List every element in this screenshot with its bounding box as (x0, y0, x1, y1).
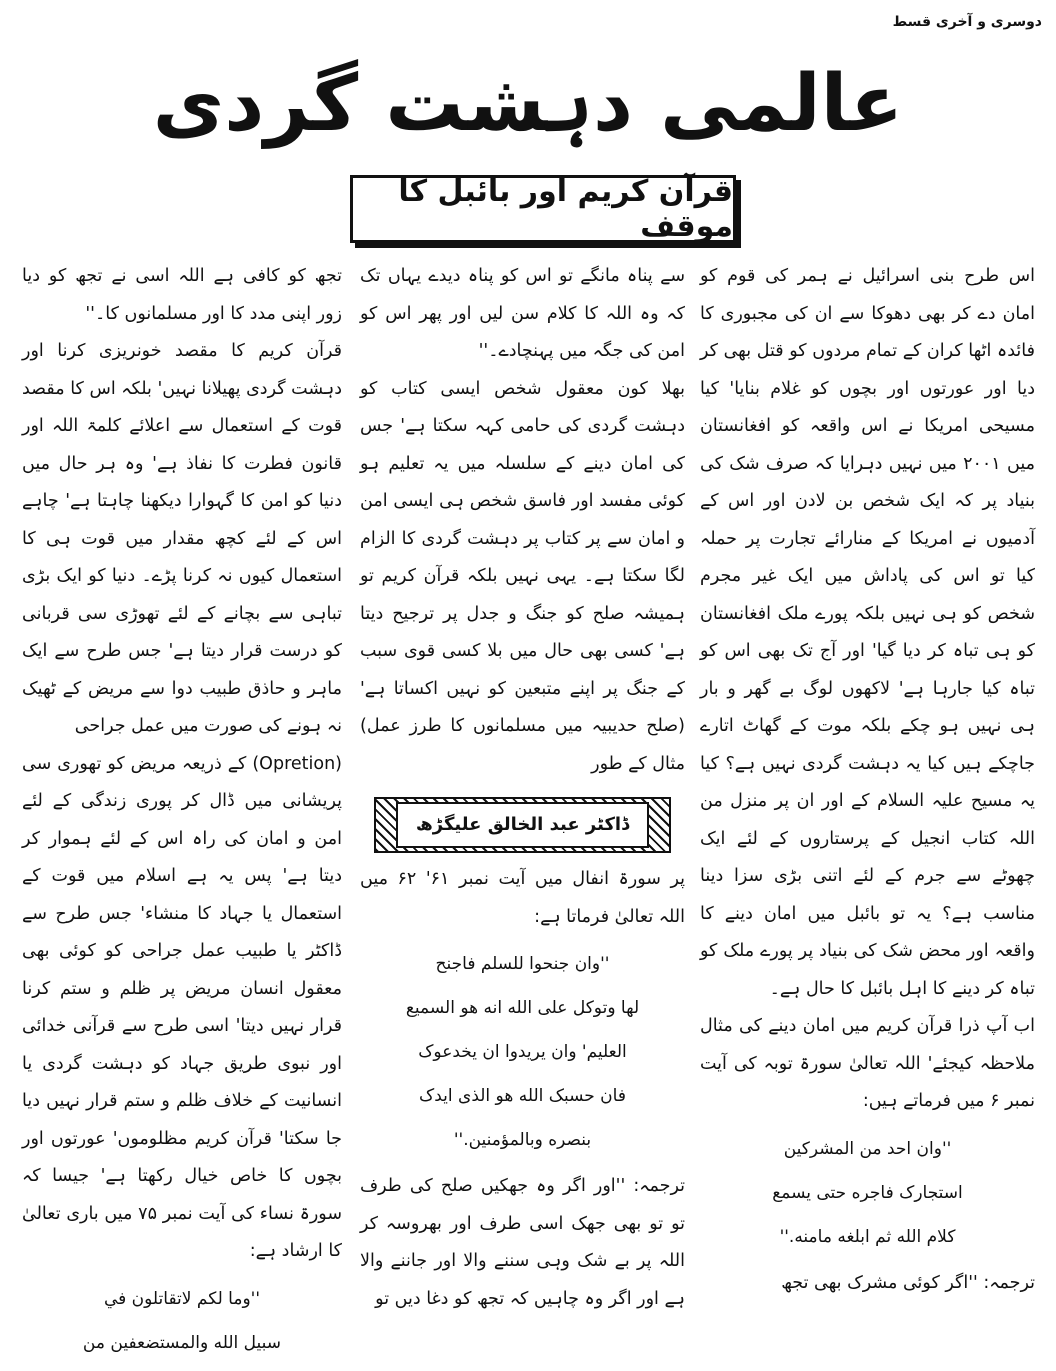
verse-line: ''وان جنحوا للسلم فاجنح (435, 954, 610, 974)
paragraph: ترجمہ: ''اور اگر وہ جھکیں صلح کی طرف تو تو بھی جھک اسی طرف اور بھروسہ کر اللہ پر بے شک وہی سننے والا اور جاننے والا ہے اور اگر وہ چاہیں کہ تجھ کو دغا دیں تو (360, 1176, 685, 1309)
paragraph: قرآن کریم کا مقصد خونریزی کرنا اور دہشت گردی پھیلانا نہیں' بلکہ اس کا مقصد قوت کے استعمال سے اعلائے کلمۃ اللہ اور قانون فطرت کا نفاذ ہے' وہ ہر حال میں دنیا کو امن کا گہوارا دیکھنا چاہتا ہے' چاہے اس کے لئے کچھ مقدار میں قوت ہی کا استعمال کیوں نہ کرنا پڑے۔ دنیا کو ایک بڑی تباہی سے بچانے کے لئے تھوڑی سی قربانی کو درست قرار دیتا ہے' جس طرح سے ایک ماہر و حاذق طبیب دوا سے مریض کے ٹھیک نہ ہونے کی صورت میں عمل جراحی (22, 341, 342, 736)
page-title: عالمی دہشت گردی (152, 59, 904, 149)
paragraph: تجھ کو کافی ہے اللہ اسی نے تجھ کو دیا زور اپنی مدد کا اور مسلمانوں کا۔'' (22, 266, 342, 324)
verse-line: كلام الله ثم ابلغه مامنه.'' (779, 1226, 956, 1247)
paragraph: ترجمہ: ''اگر کوئی مشرک بھی تجھ (781, 1272, 1035, 1293)
paragraph: اس طرح بنی اسرائیل نے ہمر کی قوم کو امان دے کر بھی دھوکا سے ان کی مجبوری کا فائدہ اٹھا کران کے تمام مردوں کو قتل بھی کر دیا اور عورتوں اور بچوں کو غلام بنایا' کیا مسیحی امریکا نے اس واقعہ کو افغانستان میں ۲۰۰۱ میں نہیں دہرایا کہ صرف شک کی بنیاد پر کہ ایک شخص بن لادن اور اس کے آدمیوں نے امریکا کے منارائے تجارت پر حملہ کیا تو اس کی پاداش میں ایک غیر مجرم شخص کو ہی نہیں بلکہ پورے ملک افغانستان کو ہی تباہ کر دیا گیا' اور آج تک بھی اس کو تباہ کیا جارہا ہے' لاکھوں لوگ بے گھر و بار ہی نہیں ہو چکے بلکہ موت کے گھاٹ اتارے جاچکے ہیں کیا یہ دہشت گردی نہیں ہے؟ کیا یہ مسیح علیہ السلام کے اور ان پر منزل من اللہ کتاب انجیل کے پرستاروں کے لئے ایک چھوٹے سے جرم کے لئے اتنی بڑی سزا دینا مناسب ہے؟ یہ تو بائبل میں امان دینے کا واقعہ اور محض شک کی بنیاد پر پورے ملک کو تباہ کر دینے کا اہل بائبل کا حال ہے۔ (700, 266, 1035, 999)
verse-line: سبيل الله والمستضعفين من (82, 1332, 282, 1353)
paragraph-text: کے ذریعہ مریض کو تھوری سی پریشانی میں ڈال کر پوری زندگی کے لئے امن و امان کی راہ اس کے لئے ہموار کر دیتا ہے' پس یہ ہے اسلام میں قوت کے استعمال یا جہاد کا منشاء' جس طرح سے ڈاکٹر یا طبیب عمل جراحی کو کوئی بھی معقول انسان مریض پر ظلم و ستم کرنا قرار نہیں دیتا' اسی طرح سے قرآنی خدائی اور نبوی طریق جہاد کو دہشت گردی یا انسانیت کے خلاف ظلم و ستم قرار نہیں دیا جا سکتا' قرآن کریم مظلوموں' عورتوں اور بچوں کا خاص خیال رکھتا ہے' جیسا کہ سورۃ نساء کی آیت نمبر ۷۵ میں باری تعالیٰ کا ارشاد ہے: (22, 753, 342, 1261)
subtitle-box (350, 175, 736, 243)
verse-line: لها وتوكل على الله انه هو السميع (405, 998, 640, 1018)
paragraph (22, 746, 342, 1271)
author-name: ڈاکٹر عبد الخالق علیگڑھ (396, 802, 649, 848)
quran-verse (360, 942, 685, 1162)
verse-line: ''وما لكم لاتقاتلون في (103, 1288, 261, 1309)
verse-line: ''وان احد من المشركين (783, 1138, 952, 1159)
column-middle (360, 258, 685, 1318)
quran-verse (700, 1127, 1035, 1259)
verse-line: بنصره وبالمؤمنين.'' (453, 1130, 592, 1150)
column-right (700, 258, 1035, 1302)
verse-line: العليم' وان يريدوا ان يخدعوک (418, 1042, 627, 1062)
column-left (22, 258, 342, 1371)
paragraph: سے پناہ مانگے تو اس کو پناہ دیدے یہاں تک کہ وہ اللہ کا کلام سن لیں اور پھر اس کو امن کی جگہ میں پہنچادے۔'' (360, 266, 685, 361)
paragraph: پر سورۃ انفال میں آیت نمبر ۶۱' ۶۲ میں اللہ تعالیٰ فرماتا ہے: (360, 869, 685, 927)
paragraph: اب آپ ذرا قرآن کریم میں امان دینے کی مثال ملاحظہ کیجئے' اللہ تعالیٰ سورۃ توبہ کی آیت نمبر ۶ میں فرماتے ہیں: (700, 1016, 1035, 1111)
verse-line: فان حسبک الله هو الذی ايدک (419, 1086, 626, 1106)
opretion-term: (Opretion) (252, 753, 342, 774)
paragraph: بھلا کون معقول شخص ایسی کتاب کو دہشت گردی کی حامی کہہ سکتا ہے' جس کی امان دینے کے سلسلہ میں یہ تعلیم ہو کوئی مفسد اور فاسق شخص ہی ایسی امن و امان سے پر کتاب پر دہشت گردی کا الزام لگا سکتا ہے۔ یہی نہیں بلکہ قرآن کریم تو ہمیشہ صلح کو جنگ و جدل پر ترجیح دیتا ہے' کسی بھی حال میں بلا کسی قوی سبب کے جنگ پر اپنے متبعین کو نہیں اکساتا ہے' (صلح حدیبیہ میں مسلمانوں کا طرز عمل) مثال کے طور (360, 378, 685, 774)
subtitle: قرآن کریم اور بائبل کا موقف (398, 174, 733, 244)
installment-label: دوسری و آخری قسط (892, 14, 1042, 30)
verse-line: استجارک فاجره حتى يسمع (772, 1182, 963, 1203)
author-byline-box (374, 797, 671, 853)
quran-verse (22, 1277, 342, 1365)
